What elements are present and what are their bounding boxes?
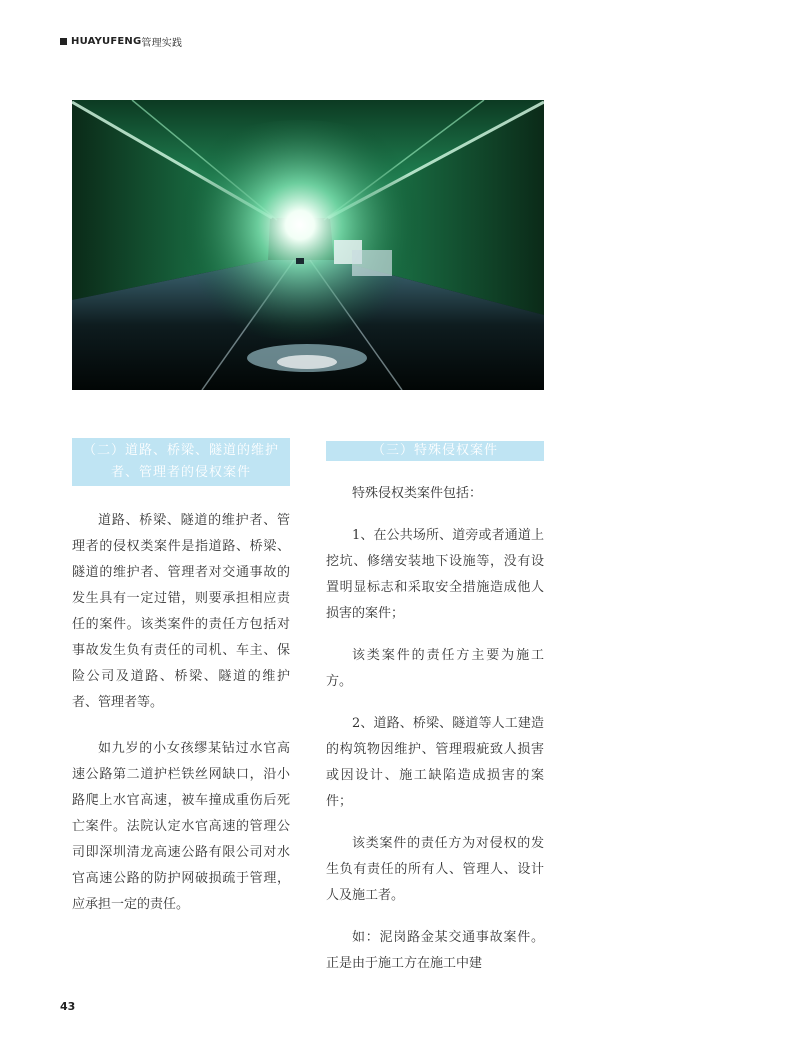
running-header — [60, 34, 182, 49]
paragraph: 如：泥岗路金某交通事故案件。正是由于施工方在施工中建 — [326, 930, 544, 971]
right-column — [326, 441, 544, 977]
square-bullet-icon — [60, 38, 67, 45]
paragraph: 道路、桥梁、隧道的维护者、管理者的侵权类案件是指道路、桥梁、隧道的维护者、管理者对交通事故的发生具有一定过错，则要承担相应责任的案件。该类案件的责任方包括对事故发生负有责任的司机、车主、保险公司及道路、桥梁、隧道的维护者、管理者等。 — [72, 513, 290, 710]
header-brand: HUAYUFENG — [71, 36, 142, 47]
section-heading-line: 者、管理者的侵权案件 — [110, 465, 251, 480]
section-heading-two — [72, 438, 290, 486]
section-heading-line: （二）道路、桥梁、隧道的维护 — [82, 443, 279, 458]
section-heading-three: （三）特殊侵权案件 — [326, 441, 544, 461]
paragraph: 特殊侵权类案件包括： — [352, 486, 483, 501]
paragraph: 该类案件的责任方为对侵权的发生负有责任的所有人、管理人、设计人及施工者。 — [326, 836, 544, 903]
paragraph: 如九岁的小女孩缪某钻过水官高速公路第二道护栏铁丝网缺口，沿小路爬上水官高速，被车撞成重伤后死亡案件。法院认定水官高速的管理公司即深圳清龙高速公路有限公司对水官高速公路的防护网破损疏于管理，应承担一定的责任。 — [72, 741, 290, 912]
paragraph: 该类案件的责任方主要为施工方。 — [326, 648, 544, 689]
paragraph: 1、在公共场所、道旁或者通道上挖坑、修缮安装地下设施等，没有设置明显标志和采取安全措施造成他人损害的案件； — [326, 528, 544, 621]
paragraph: 2、道路、桥梁、隧道等人工建造的构筑物因维护、管理瑕疵致人损害或因设计、施工缺陷造成损害的案件； — [326, 716, 544, 809]
page-number: 43 — [60, 1000, 76, 1013]
header-section: 管理实践 — [141, 38, 183, 49]
tunnel-photo — [72, 100, 544, 390]
left-column — [72, 438, 290, 918]
